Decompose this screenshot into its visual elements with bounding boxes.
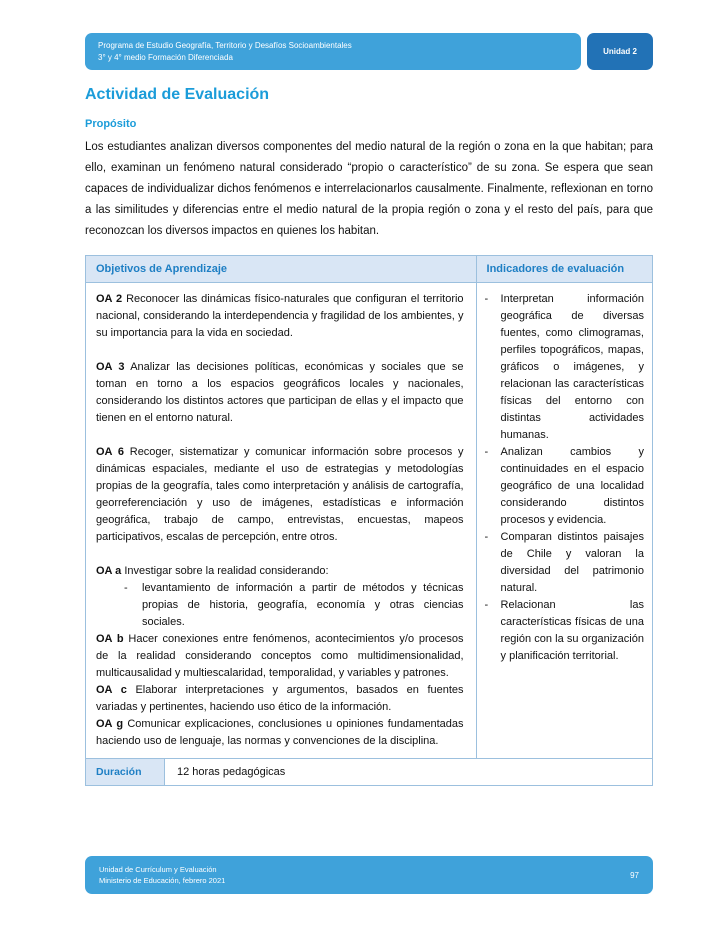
objective-label: OA c	[96, 684, 127, 696]
footer-org-line: Unidad de Currículum y Evaluación	[99, 865, 217, 874]
subitem-text: levantamiento de información a partir de métodos y técnicas propias de historia, geografía, economía y otras ciencias sociales.	[142, 582, 464, 628]
indicator-text: Interpretan información geográfica de diversas fuentes, como climogramas, perfiles topográficos, mapas, gráficos o imágenes, y relacionan las características físicas del entorno con distintas actividades humanas.	[500, 293, 644, 441]
indicator-text: Relacionan las características físicas de una región con la su organización y planificación territorial.	[500, 599, 644, 662]
indicator-item-2	[485, 444, 644, 529]
objective-label: OA 6	[96, 446, 124, 458]
column-header-indicators: Indicadores de evaluación	[486, 263, 625, 275]
indicator-text: Comparan distintos paisajes de Chile y valoran la diversidad del patrimonio natural.	[500, 531, 644, 594]
unit-badge: Unidad 2	[587, 33, 653, 70]
program-banner	[85, 33, 581, 70]
program-title: Programa de Estudio Geografía, Territorio y Desafíos Socioambientales	[98, 40, 352, 50]
program-level: 3° y 4° medio Formación Diferenciada	[98, 52, 233, 62]
objectives-cell	[86, 283, 477, 758]
column-header-objectives: Objetivos de Aprendizaje	[86, 256, 477, 282]
table-body-row	[86, 283, 652, 758]
footer-organization	[99, 864, 225, 886]
objective-oa-g	[96, 716, 464, 750]
objective-oa-b	[96, 631, 464, 682]
objective-text: Elaborar interpretaciones y argumentos, basados en fuentes variadas y pertinentes, haciendo uso ético de la información.	[96, 684, 464, 713]
indicators-cell	[477, 283, 652, 758]
purpose-paragraph: Los estudiantes analizan diversos componentes del medio natural de la región o zona en la que habitan; para ello, examinan un fenómeno natural considerado “propio o característico” de su zona. Se espera que sean capaces de individualizar dichos fenómenos e interrelacionarlos causalmente. Finalmente, reflexionan en torno a las similitudes y diferencias entre el medio natural de la propia región o zona y el resto del país, para que reconozcan los diversos impactos en quienes los habitan.	[85, 141, 653, 237]
duration-value: 12 horas pedagógicas	[177, 766, 286, 778]
dash-bullet: -	[484, 599, 489, 611]
indicator-item-3	[485, 529, 644, 597]
dash-bullet: -	[484, 531, 489, 543]
objective-oa-a	[96, 563, 464, 580]
duration-row	[86, 758, 652, 785]
indicator-item-4	[485, 597, 644, 665]
purpose-heading: Propósito	[85, 118, 137, 130]
page-title: Actividad de Evaluación	[85, 86, 270, 103]
top-header-bar	[85, 33, 653, 70]
dash-bullet: -	[124, 582, 128, 594]
dash-bullet: -	[484, 293, 489, 305]
objective-label: OA 3	[96, 361, 125, 373]
objective-oa-6	[96, 444, 464, 546]
objective-text: Hacer conexiones entre fenómenos, acontecimientos y/o procesos de la realidad considerando conceptos como multidimensionalidad, multicausalidad y multiescalaridad, temporalidad, y variables y patrones.	[96, 633, 464, 679]
objective-oa-2	[96, 291, 464, 342]
objective-oa-3	[96, 359, 464, 427]
objective-text: Recoger, sistematizar y comunicar información sobre procesos y dinámicas espaciales, mediante el uso de estrategias y metodologías propias de la geografía, tales como interpretación y análisis de cartografía, georreferenciación y uso de imágenes, estadísticas e información geográfica, trabajo de campo, entrevistas, encuestas, mapeos participativos, escalas de percepción, entre otros.	[96, 446, 464, 543]
objectives-indicators-table	[85, 255, 653, 786]
objective-label: OA a	[96, 565, 122, 577]
objective-oa-a-subitem	[96, 580, 464, 631]
page-content	[85, 33, 653, 786]
objective-text: Reconocer las dinámicas físico-naturales que configuran el territorio nacional, considerando la interdependencia y fragilidad de los ambientes, y su importancia para la vida en sociedad.	[96, 293, 464, 339]
table-header-row	[86, 256, 652, 283]
footer-date-line: Ministerio de Educación, febrero 2021	[99, 876, 226, 885]
duration-label: Duración	[86, 759, 165, 785]
objective-oa-c	[96, 682, 464, 716]
objective-text: Analizar las decisiones políticas, económicas y sociales que se toman en torno a los espacios geográficos locales y nacionales, considerando los distintos actores que participan de ellas y el impacto que tienen en el entorno natural.	[96, 361, 464, 424]
indicator-item-1	[485, 291, 644, 444]
page-footer-bar	[85, 856, 653, 894]
dash-bullet: -	[484, 446, 489, 458]
objective-label: OA g	[96, 718, 124, 730]
objective-text: Investigar sobre la realidad considerando:	[124, 565, 329, 577]
objective-text: Comunicar explicaciones, conclusiones u opiniones fundamentadas haciendo uso de lenguaje, las normas y convenciones de la disciplina.	[96, 718, 464, 747]
indicator-text: Analizan cambios y continuidades en el espacio geográfico de una localidad considerando distintos procesos y evidencia.	[500, 446, 644, 526]
objective-label: OA 2	[96, 293, 123, 305]
objective-label: OA b	[96, 633, 124, 645]
page-number: 97	[630, 870, 639, 880]
